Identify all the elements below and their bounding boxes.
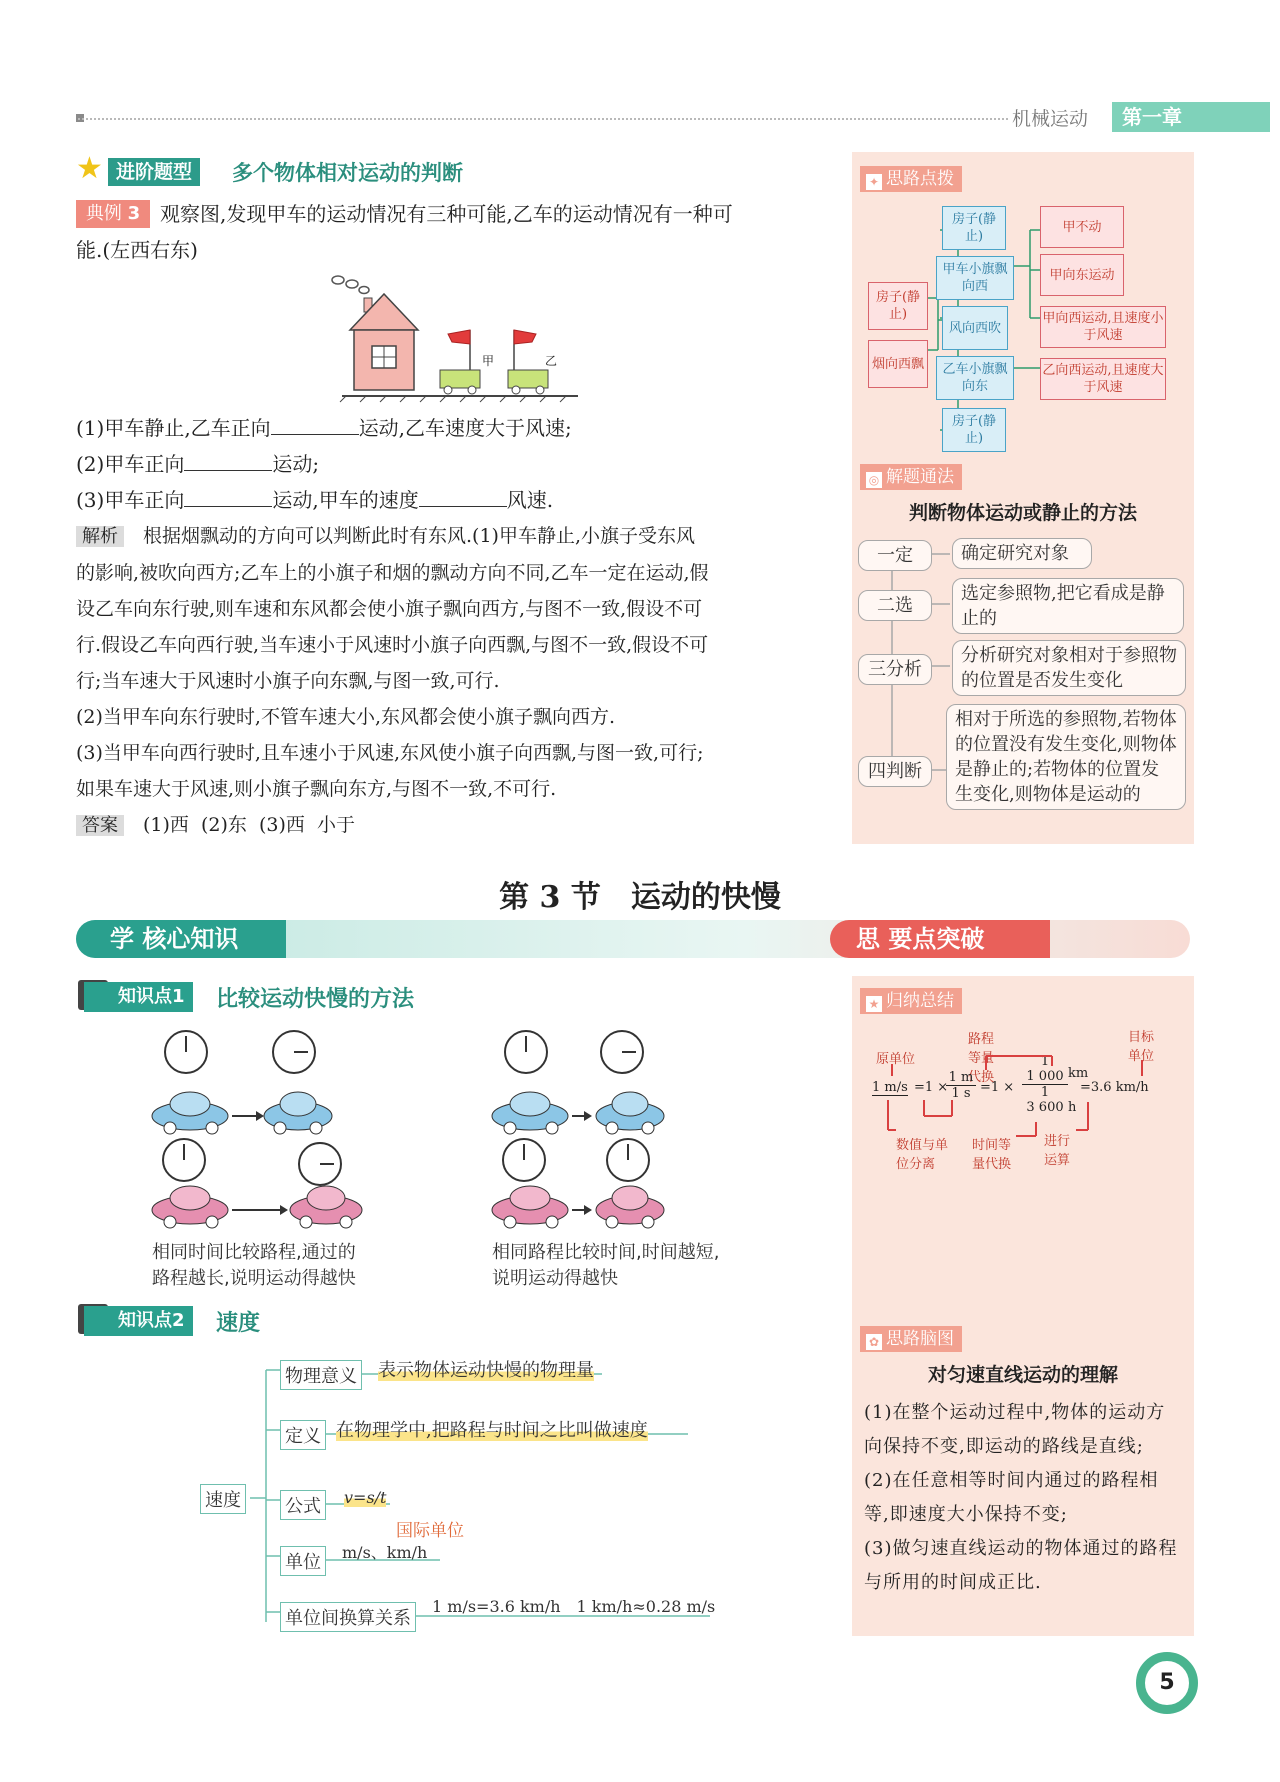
kp2-title: 速度: [216, 1311, 261, 1336]
advanced-tag: 进阶题型: [108, 158, 200, 186]
analysis-line: 的影响,被吹向西方;乙车上的小旗子和烟的飘动方向不同,乙车一定在运动,假: [76, 562, 709, 584]
example-tag: 典例 3: [76, 200, 150, 228]
star-icon: ★: [76, 151, 103, 186]
unit-km: km: [1068, 1066, 1089, 1081]
question-2: (2)甲车正向 运动;: [76, 452, 320, 476]
kp1-tag: 知识点1: [84, 982, 193, 1012]
house-roof: [350, 294, 418, 330]
example-illustration: [330, 272, 590, 404]
label-yi: 乙: [545, 354, 558, 368]
answer-blank[interactable]: [184, 452, 272, 471]
branch-label-conversion: 单位间换算关系: [280, 1602, 416, 1632]
chapter-badge: 第一章: [1112, 102, 1270, 132]
mind-tag: ✿ 思路脑图: [860, 1326, 962, 1352]
car-pink-start: [492, 1186, 568, 1228]
analysis-block: [76, 518, 832, 844]
box-result-3: 甲向西运动,且速度小于风速: [1040, 306, 1166, 348]
analysis-line: (3)当甲车向西行驶时,且车速小于风速,东风使小旗子向西飘,与图一致,可行;: [76, 742, 704, 764]
question-3: (3)甲车正向 运动,甲车的速度 风速.: [76, 488, 554, 512]
header-rule: [78, 118, 1008, 120]
formula-note: 国际单位: [396, 1521, 464, 1541]
answer-blank[interactable]: [271, 416, 359, 435]
clock-icon: [601, 1031, 643, 1073]
analysis-line: 行;当车速大于风速时小旗子向东飘,与图一致,可行.: [76, 670, 500, 692]
mind-item: (2)在任意相等时间内通过的路程相等,即速度大小保持不变;: [864, 1470, 1159, 1525]
method-step-1: 一定: [858, 540, 932, 571]
mind-list: [864, 1396, 1182, 1600]
clock-icon: [505, 1031, 547, 1073]
analysis-line: 行.假设乙车向西行驶,当车速小于风速时小旗子向西飘,与图不一致,假设不可: [76, 634, 709, 656]
chapter-topic: 机械运动: [1012, 108, 1089, 130]
flag-yi: [514, 330, 536, 344]
clock-icon: [273, 1031, 315, 1073]
mindmap-root: 速度: [200, 1484, 246, 1514]
clock-icon: [163, 1139, 205, 1181]
box-house-still-top: 房子(静止): [942, 206, 1006, 250]
clock-icon: [607, 1139, 649, 1181]
summary-tag: ★ 归纳总结: [860, 988, 962, 1014]
label-orig-unit: 原单位: [876, 1052, 916, 1067]
conv-3: =1 ×: [980, 1080, 1015, 1095]
analysis-tag: 解析: [76, 526, 124, 547]
conversion-arrows: [852, 1026, 1194, 1176]
kp2-mindmap-lines: [200, 1350, 720, 1630]
car-blue-end: [264, 1092, 332, 1134]
car-pink-end: [596, 1186, 664, 1228]
box-yi-flag-east: 乙车小旗飘向东: [936, 356, 1014, 400]
label-separate: 数值与单位分离: [896, 1138, 949, 1172]
branch-text-definition: 在物理学中,把路程与时间之比叫做速度: [336, 1420, 648, 1441]
example-stem-line1: 观察图,发现甲车的运动情况有三种可能,乙车的运动情况有一种可: [160, 202, 733, 226]
analysis-line: 设乙车向东行驶,则车速和东风都会使小旗子飘向西方,与图不一致,假设不可: [76, 598, 703, 620]
example-stem-line2: 能.(左西右东): [76, 238, 198, 262]
flag-jia: [448, 330, 470, 344]
car-pink-end: [290, 1186, 362, 1228]
branch-text-formula: v=s/t: [344, 1488, 387, 1507]
branch-label-meaning: 物理意义: [280, 1360, 362, 1390]
learn-banner: 学 核心知识: [76, 920, 286, 958]
box-house-still: 房子(静止): [868, 282, 928, 330]
clock-icon: [299, 1143, 341, 1185]
label-target-unit: 目标单位: [1128, 1030, 1155, 1064]
box-smoke-west: 烟向西飘: [868, 340, 928, 388]
frac-km-h: 1 1 000 1 3 600: [1022, 1054, 1068, 1115]
cart-jia: [440, 330, 480, 394]
label-jia: 甲: [482, 354, 495, 368]
answer-blank[interactable]: [419, 488, 507, 507]
analysis-line: (2)当甲车向东行驶时,不管车速大小,东风都会使小旗子飘向西方.: [76, 706, 616, 728]
method-step-3: 三分析: [858, 654, 932, 685]
kp2-tag: 知识点2: [84, 1306, 193, 1336]
mind-title: 对匀速直线运动的理解: [927, 1364, 1118, 1386]
mind-item: (1)在整个运动过程中,物体的运动方向保持不变,即运动的路线是直线;: [864, 1402, 1166, 1457]
unit-h: h: [1068, 1100, 1077, 1115]
label-time-replace: 时间等量代换: [972, 1138, 1012, 1172]
answer-tag: 答案: [76, 815, 124, 836]
cars-illustration-left: [140, 1024, 700, 1248]
label-dist-replace: 路程等量代换: [968, 1032, 995, 1085]
clock-icon: [503, 1139, 545, 1181]
method-step-3-text: 分析研究对象相对于参照物的位置是否发生变化: [952, 640, 1186, 696]
bulb-icon: ✦: [866, 174, 882, 190]
method-step-4-text: 相对于所选的参照物,若物体的位置没有发生变化,则物体是静止的;若物体的位置发生变化,则物体是运动的: [946, 704, 1186, 810]
advanced-title: 多个物体相对运动的判断: [232, 160, 463, 185]
conv-2: =1 ×: [914, 1080, 949, 1095]
frac-m-s: 1 m 1 s: [946, 1070, 976, 1101]
branch-label-formula: 公式: [280, 1490, 326, 1520]
box-jia-flag-west: 甲车小旗飘向西: [936, 256, 1014, 300]
method-title: 判断物体运动或静止的方法: [908, 502, 1137, 524]
cart-yi: [508, 330, 548, 394]
box-result-2: 甲向东运动: [1040, 254, 1124, 296]
box-wind-west: 风向西吹: [942, 306, 1008, 350]
conv-1: 1 m/s: [872, 1080, 908, 1095]
brain-icon: ✿: [866, 1334, 882, 1350]
analysis-line: 根据烟飘动的方向可以判断此时有东风.(1)甲车静止,小旗子受东风: [143, 525, 696, 547]
method-step-1-text: 确定研究对象: [952, 538, 1092, 569]
analysis-line: 如果车速大于风速,则小旗子飘向东方,与图不一致,不可行.: [76, 778, 557, 800]
kp1-title: 比较运动快慢的方法: [216, 987, 415, 1012]
star-badge-icon: ★: [866, 996, 882, 1012]
kp1-caption-left: 相同时间比较路程,通过的 路程越长,说明运动得越快: [152, 1242, 356, 1289]
car-blue-start: [152, 1092, 228, 1134]
method-step-2: 二选: [858, 590, 932, 621]
car-pink-start: [152, 1186, 228, 1228]
car-blue-start: [492, 1092, 568, 1134]
method-step-4: 四判断: [858, 756, 932, 787]
branch-text-unit: m/s、km/h: [342, 1543, 428, 1562]
box-result-4: 乙向西运动,且速度大于风速: [1040, 358, 1166, 400]
think-tag: ✦ 思路点拨: [860, 166, 962, 192]
compass-icon: ◎: [866, 472, 882, 488]
method-tag: ◎ 解题通法: [860, 464, 962, 490]
branch-label-unit: 单位: [280, 1546, 326, 1576]
branch-text-meaning: 表示物体运动快慢的物理量: [378, 1360, 594, 1381]
car-blue-end: [596, 1092, 664, 1134]
smoke-icon: [332, 276, 369, 294]
mind-item: (3)做匀速直线运动的物体通过的路程与所用的时间成正比.: [864, 1538, 1178, 1593]
kp1-caption-right: 相同路程比较时间,时间越短, 说明运动得越快: [492, 1242, 720, 1289]
answer-blank[interactable]: [184, 488, 272, 507]
page-number: 5: [1136, 1652, 1198, 1714]
branch-label-definition: 定义: [280, 1420, 326, 1450]
question-1: (1)甲车静止,乙车正向 运动,乙车速度大于风速;: [76, 416, 572, 440]
box-result-1: 甲不动: [1040, 206, 1124, 248]
method-step-2-text: 选定参照物,把它看成是静止的: [952, 578, 1184, 634]
clock-icon: [165, 1031, 207, 1073]
conv-4: =3.6 km/h: [1080, 1080, 1149, 1095]
section-title: 第 3 节 运动的快慢: [499, 880, 781, 915]
think-banner: 思 要点突破: [830, 920, 1050, 958]
label-calc: 进行运算: [1044, 1134, 1071, 1168]
unit-conversion-diagram: [852, 1026, 1194, 1176]
answer-text: (1)西 (2)东 (3)西 小于: [143, 814, 355, 836]
box-house-still-bottom: 房子(静止): [942, 408, 1006, 452]
branch-text-conversion: 1 m/s=3.6 km/h 1 km/h≈0.28 m/s: [432, 1597, 716, 1616]
